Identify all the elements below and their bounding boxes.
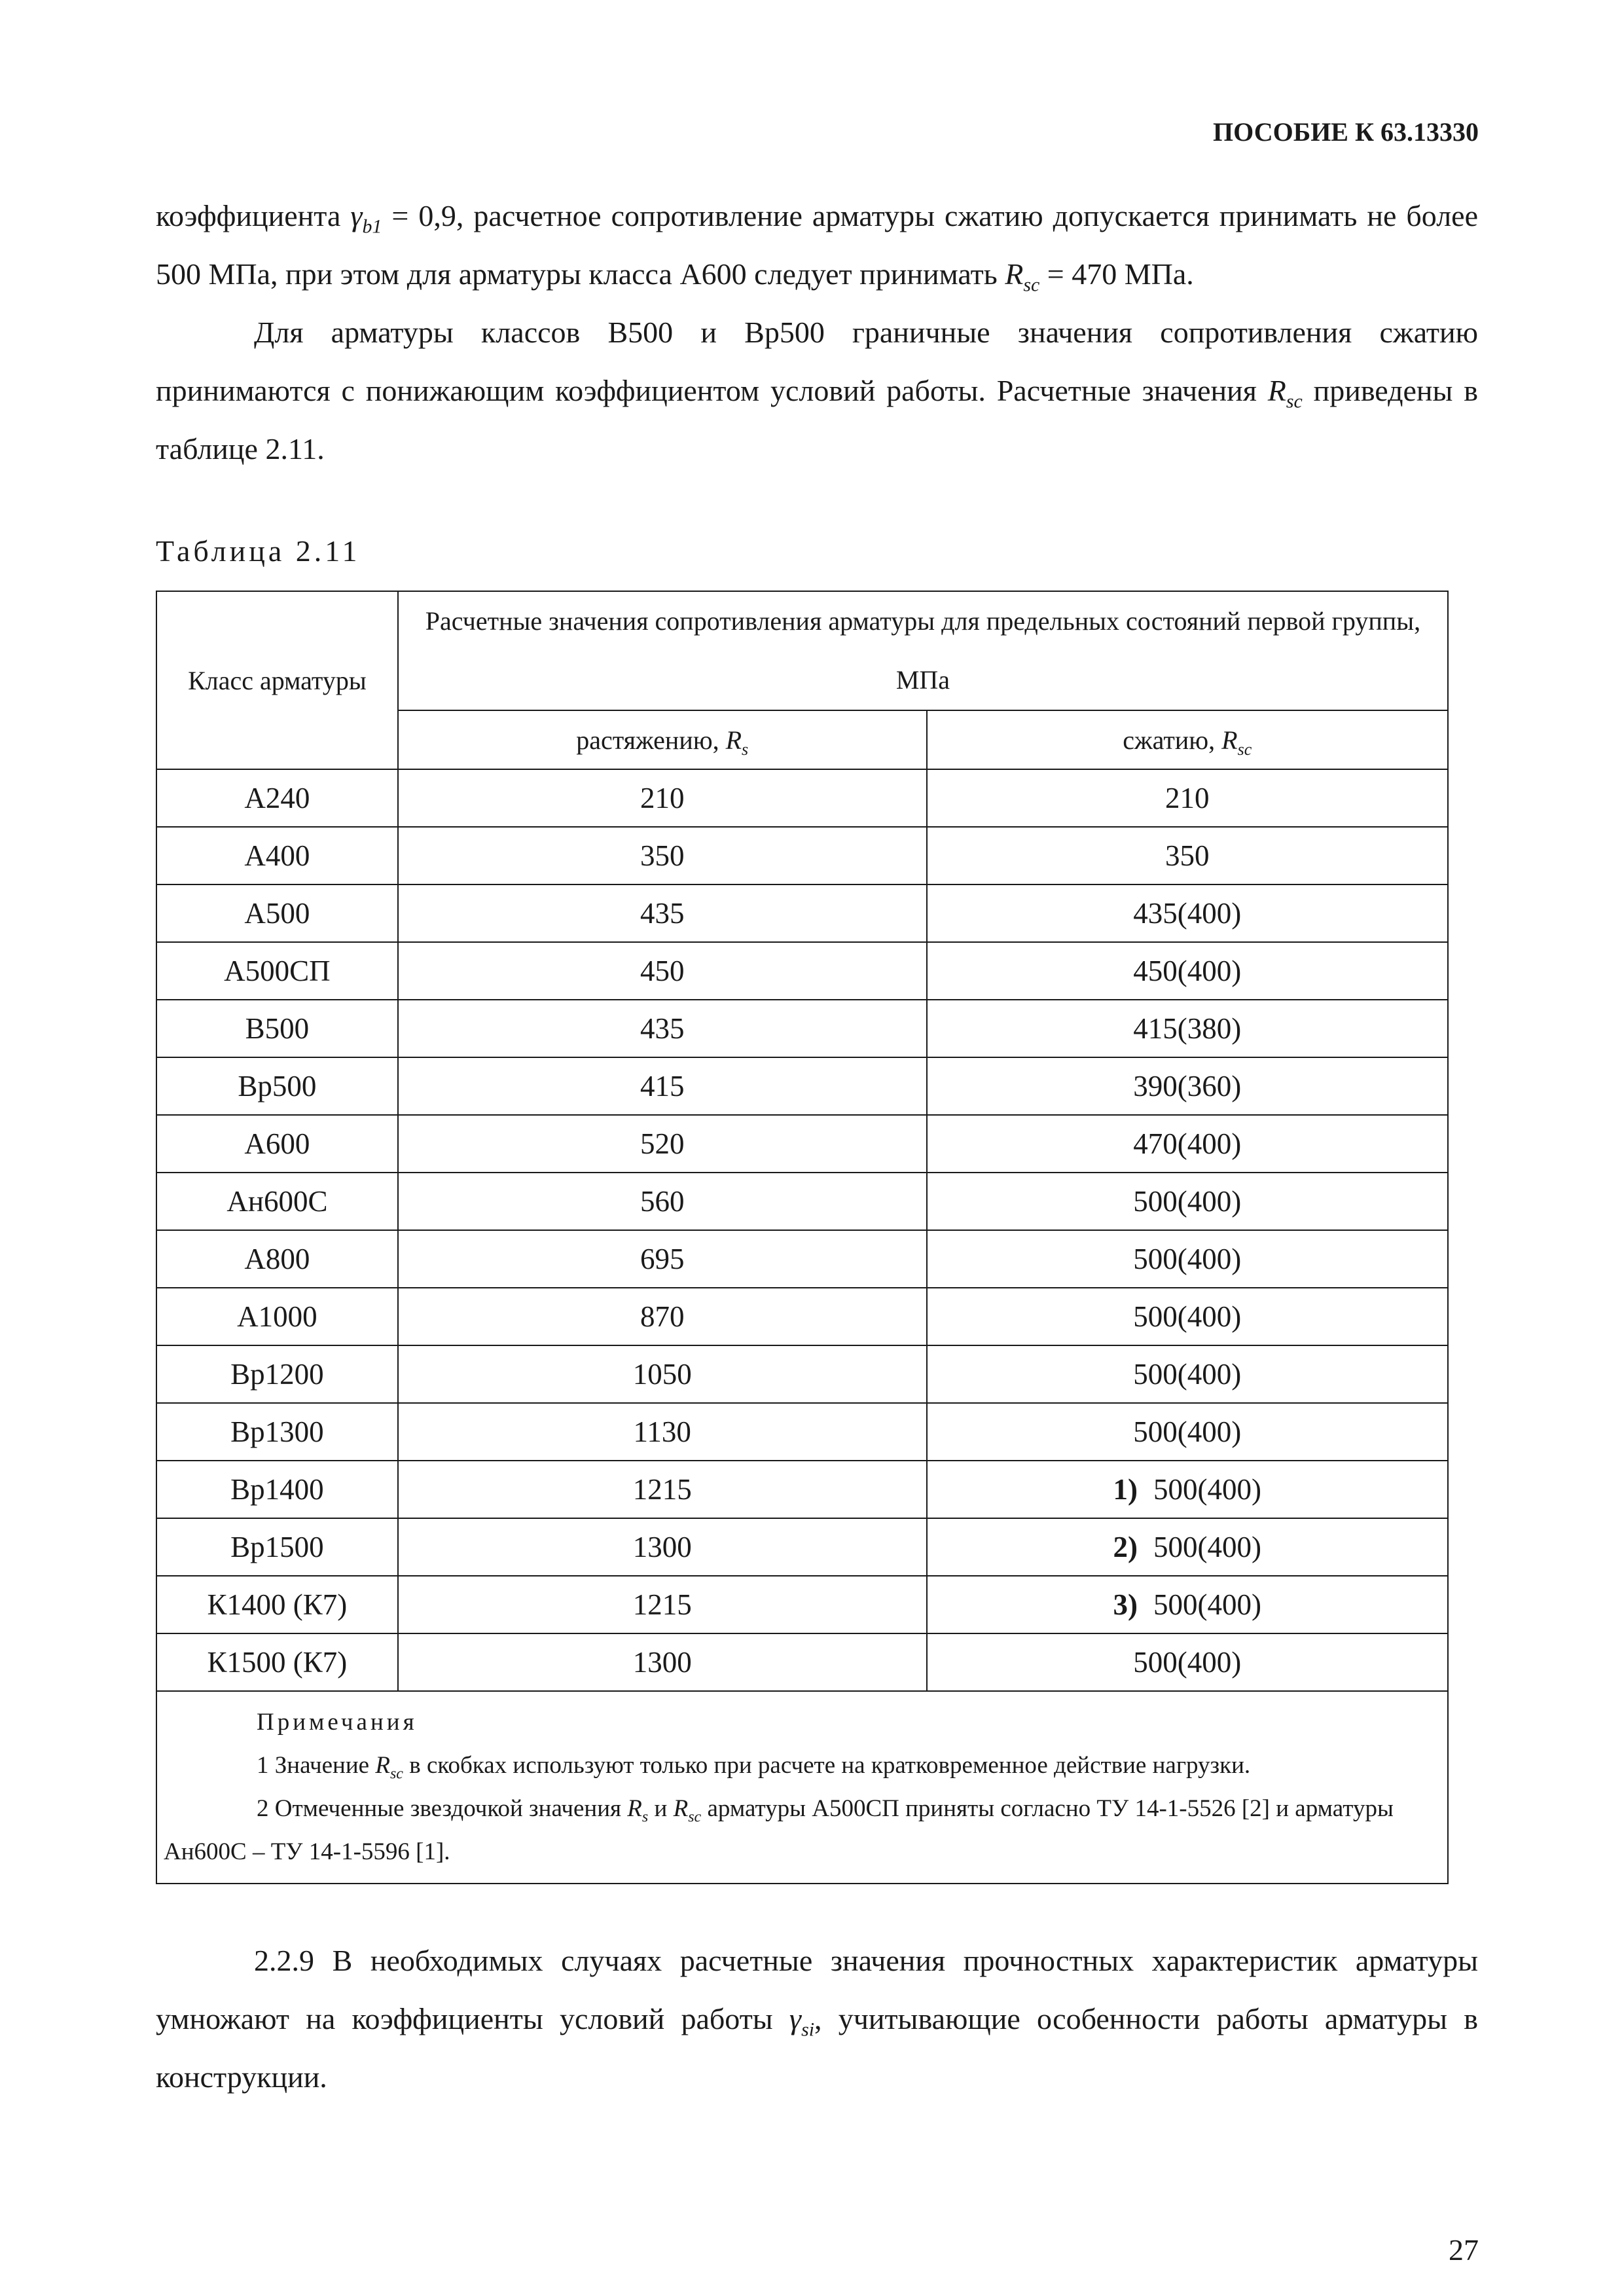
cell-tension: 870	[398, 1288, 927, 1345]
cell-tension: 210	[398, 769, 927, 827]
cell-compression	[927, 1230, 1448, 1288]
cell-tension: 435	[398, 1000, 927, 1057]
note-2: 2 Отмеченные звездочкой значения $R_s$ и $R_{sc}$ арматуры А500СП приняты согласно ТУ 14-1-5526 [2] и арматуры Ан600С – ТУ 14-1-5596 [1].	[164, 1795, 1394, 1865]
cell-class: А1000	[156, 1288, 398, 1345]
document-header: ПОСОБИЕ К 63.13330	[1213, 117, 1479, 147]
table-caption: Таблица 2.11	[156, 534, 361, 568]
table-row	[156, 1115, 1448, 1173]
cell-class: Вр1400	[156, 1461, 398, 1518]
table-row	[156, 769, 1448, 827]
compression-value: 435(400)	[1133, 897, 1242, 930]
cell-compression	[927, 1000, 1448, 1057]
table-row	[156, 884, 1448, 942]
header-group: Расчетные значения сопротивления арматуры для предельных состояний первой группы, МПа	[398, 591, 1448, 710]
cell-class: А800	[156, 1230, 398, 1288]
table-body	[156, 769, 1448, 1691]
cell-tension: 695	[398, 1230, 927, 1288]
cell-tension: 1215	[398, 1461, 927, 1518]
footnote-marker: 1)	[1113, 1473, 1138, 1506]
compression-value: 415(380)	[1133, 1012, 1242, 1045]
cell-class: Ан600С	[156, 1173, 398, 1230]
cell-tension: 1050	[398, 1345, 927, 1403]
compression-value: 500(400)	[1133, 1300, 1242, 1333]
cell-compression	[927, 769, 1448, 827]
cell-class: Вр1500	[156, 1518, 398, 1576]
table-row	[156, 1633, 1448, 1691]
table-row	[156, 1288, 1448, 1345]
cell-class: Вр1300	[156, 1403, 398, 1461]
cell-tension: 520	[398, 1115, 927, 1173]
table-row	[156, 1403, 1448, 1461]
compression-value: 500(400)	[1153, 1473, 1261, 1506]
compression-value: 500(400)	[1133, 1415, 1242, 1448]
cell-tension: 1300	[398, 1633, 927, 1691]
cell-class: К1400 (К7)	[156, 1576, 398, 1633]
cell-tension: 1215	[398, 1576, 927, 1633]
compression-value: 500(400)	[1133, 1646, 1242, 1679]
cell-compression	[927, 1518, 1448, 1576]
paragraph-1: коэффициента $\gamma_{b1} = 0,9$, расчетное сопротивление арматуры сжатию допускается принимать не более 500 МПа, при этом для арматуры класса А600 следует принимать $R_{sc} = 470$ МПа.	[156, 199, 1478, 296]
compression-value: 500(400)	[1153, 1531, 1261, 1563]
cell-compression	[927, 1633, 1448, 1691]
table-row	[156, 1057, 1448, 1115]
cell-class: А500	[156, 884, 398, 942]
cell-tension: 1130	[398, 1403, 927, 1461]
notes-title: Примечания	[257, 1709, 418, 1736]
cell-compression	[927, 1288, 1448, 1345]
cell-compression	[927, 1057, 1448, 1115]
compression-value: 210	[1165, 782, 1210, 814]
compression-value: 500(400)	[1133, 1185, 1242, 1218]
reinforcement-resistance-table	[156, 591, 1449, 1884]
cell-tension: 1300	[398, 1518, 927, 1576]
cell-class: А500СП	[156, 942, 398, 1000]
table-row	[156, 1230, 1448, 1288]
cell-compression	[927, 942, 1448, 1000]
compression-value: 470(400)	[1133, 1127, 1242, 1160]
cell-compression	[927, 1461, 1448, 1518]
cell-compression	[927, 884, 1448, 942]
table-row	[156, 1518, 1448, 1576]
cell-compression	[927, 1403, 1448, 1461]
compression-value: 500(400)	[1133, 1243, 1242, 1275]
cell-compression	[927, 1173, 1448, 1230]
compression-value: 390(360)	[1133, 1070, 1242, 1102]
cell-compression	[927, 1115, 1448, 1173]
footnote-marker: 3)	[1113, 1588, 1138, 1621]
footnote-marker: 2)	[1113, 1531, 1138, 1563]
table-row	[156, 1000, 1448, 1057]
table-row	[156, 1173, 1448, 1230]
table-row	[156, 827, 1448, 884]
table-row	[156, 1461, 1448, 1518]
cell-class: Вр1200	[156, 1345, 398, 1403]
table-row	[156, 1345, 1448, 1403]
compression-value: 500(400)	[1153, 1588, 1261, 1621]
cell-compression	[927, 827, 1448, 884]
cell-compression	[927, 1345, 1448, 1403]
cell-class: К1500 (К7)	[156, 1633, 398, 1691]
page-number: 27	[1449, 2233, 1479, 2267]
header-class: Класс арматуры	[156, 591, 398, 769]
paragraph-2: Для арматуры классов В500 и Вр500 граничные значения сопротивления сжатию принимаются с понижающим коэффициентом условий работы. Расчетные значения $R_{sc}$ приведены в таблице 2.11.	[156, 316, 1478, 465]
cell-tension: 450	[398, 942, 927, 1000]
compression-value: 450(400)	[1133, 955, 1242, 987]
note-1: 1 Значение $R_{sc}$ в скобках используют только при расчете на кратковременное действие нагрузки.	[257, 1752, 1251, 1783]
cell-compression	[927, 1576, 1448, 1633]
cell-class: В500	[156, 1000, 398, 1057]
header-tension: растяжению, $R_s$	[398, 710, 927, 769]
cell-class: А240	[156, 769, 398, 827]
table-row	[156, 1576, 1448, 1633]
cell-tension: 560	[398, 1173, 927, 1230]
header-compression: сжатию, $R_{sc}$	[927, 710, 1448, 769]
cell-class: А400	[156, 827, 398, 884]
compression-value: 350	[1165, 839, 1210, 872]
cell-tension: 350	[398, 827, 927, 884]
compression-value: 500(400)	[1133, 1358, 1242, 1391]
cell-class: А600	[156, 1115, 398, 1173]
table-notes	[156, 1691, 1448, 1884]
cell-tension: 435	[398, 884, 927, 942]
table-row	[156, 942, 1448, 1000]
cell-tension: 415	[398, 1057, 927, 1115]
paragraph-3: 2.2.9 В необходимых случаях расчетные значения прочностных характеристик арматуры умножают на коэффициенты условий работы $\gamma_{si}$, учитывающие особенности работы арматуры в конструкции.	[156, 1944, 1479, 2094]
cell-class: Вр500	[156, 1057, 398, 1115]
